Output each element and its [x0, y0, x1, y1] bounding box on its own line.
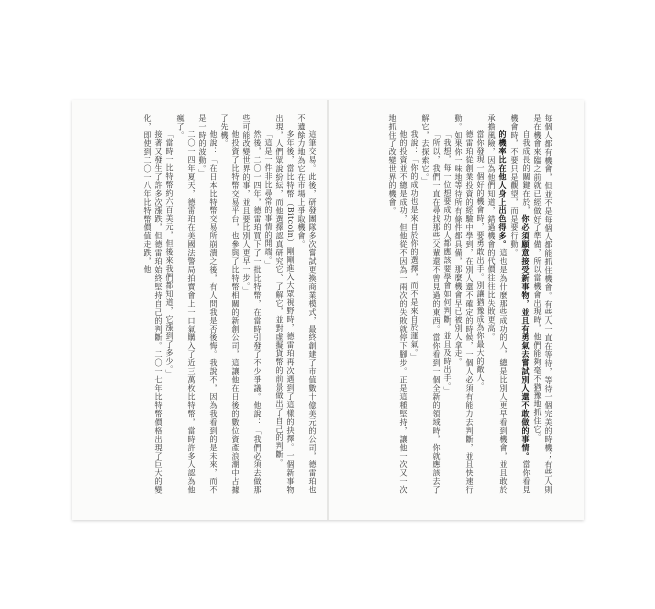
- right-page: [329, 100, 584, 520]
- left-page: [72, 100, 327, 520]
- left-page-body: 這筆交易。此後，研發團隊多次嘗試更換商業模式，最終創建了市值數十億美元的公司，德雷珀也不遺餘力地為它在市場上爭取機會。 多年後，當比特幣（Bitcoin）剛剛進入大眾視野時，德雷珀再次遇到了這樣的抉擇。一個新事物出現，人們眾說紛紜，而他選擇認真研究它、了解它，並對虛擬貨幣的前景做出了自己的判斷。 「這是一件非比尋常的事情的開端。」 然後，二〇一四年，德雷珀買下了一批比特幣，在當時引發了不少爭議。他說：「我們必須去做那些可能改變世界的事，並且要比別人更早一步。」 他投資了比特幣交易平台，也參與了比特幣相關的新創公司，這讓他在日後的數位資產浪潮中占據了先機。 他說：「在日本比特幣交易所崩潰之後，有人問我是否後悔。我說不，因為我看到的是未來，而不是一時的波動。」 二〇一四年夏天，德雷珀在美國法警局拍賣會上一口氣購入了近三萬枚比特幣，當時許多人認為他瘋了。 「當時一比特幣約六百美元，但後來我們都知道，它漲到了多少。」 接著又發生了許多次漲跌，但德雷珀始終堅持自己的判斷。二〇一七年比特幣價格出現了巨大的變化，即使到二〇一八年比特幣價值走跌，他: [143, 114, 317, 494]
- right-page-body: 每個人都有機會，但並不是每個人都能抓住機會。有些人一直在等待，等待一個完美的時機；有些人則是在機會來臨之前就已經做好了準備，所以當機會出現時，他們能夠毫不猶豫地抓住它。 自我成長的關鍵在於，你必須願意接受新事物，並且有勇氣去嘗試別人還不敢做的事情。當你看見機會時，不要只是觀望，而是要行動。 的機率比在他人身上出色得多。這也是為什麼那些成功的人，總是比別人更早看到機會，並且敢於承擔風險，因為他們知道，錯過機會的代價往往比失敗更高。 當你發現一個好的機會時，要勇敢出手。別讓猶豫成為你最大的敵人。 德雷珀從創業投資的經驗中學到，在別人還不確定的時候，一個人必須有能力去判斷，並且快速行動。如果你一味地等待所有條件都具備，那麼機會早已被別人拿走。 「我想，每一位想要成功的人都應該要學會如何判斷，並且及時出手。」 「所以，我們一直在尋找那些父輩還不曾見過的東西。當你看到一個全新的領域時，你就應該去了解它，去探索它。」 我說：「你的成功也是來自於你的選擇，而不是來自於運氣。」 他的投資並不總是成功，但他從不因為一兩次的失敗就停下腳步。正是這種堅持，讓他一次又一次地抓住了改變世界的機會。: [388, 114, 553, 494]
- book-spread: [72, 100, 584, 520]
